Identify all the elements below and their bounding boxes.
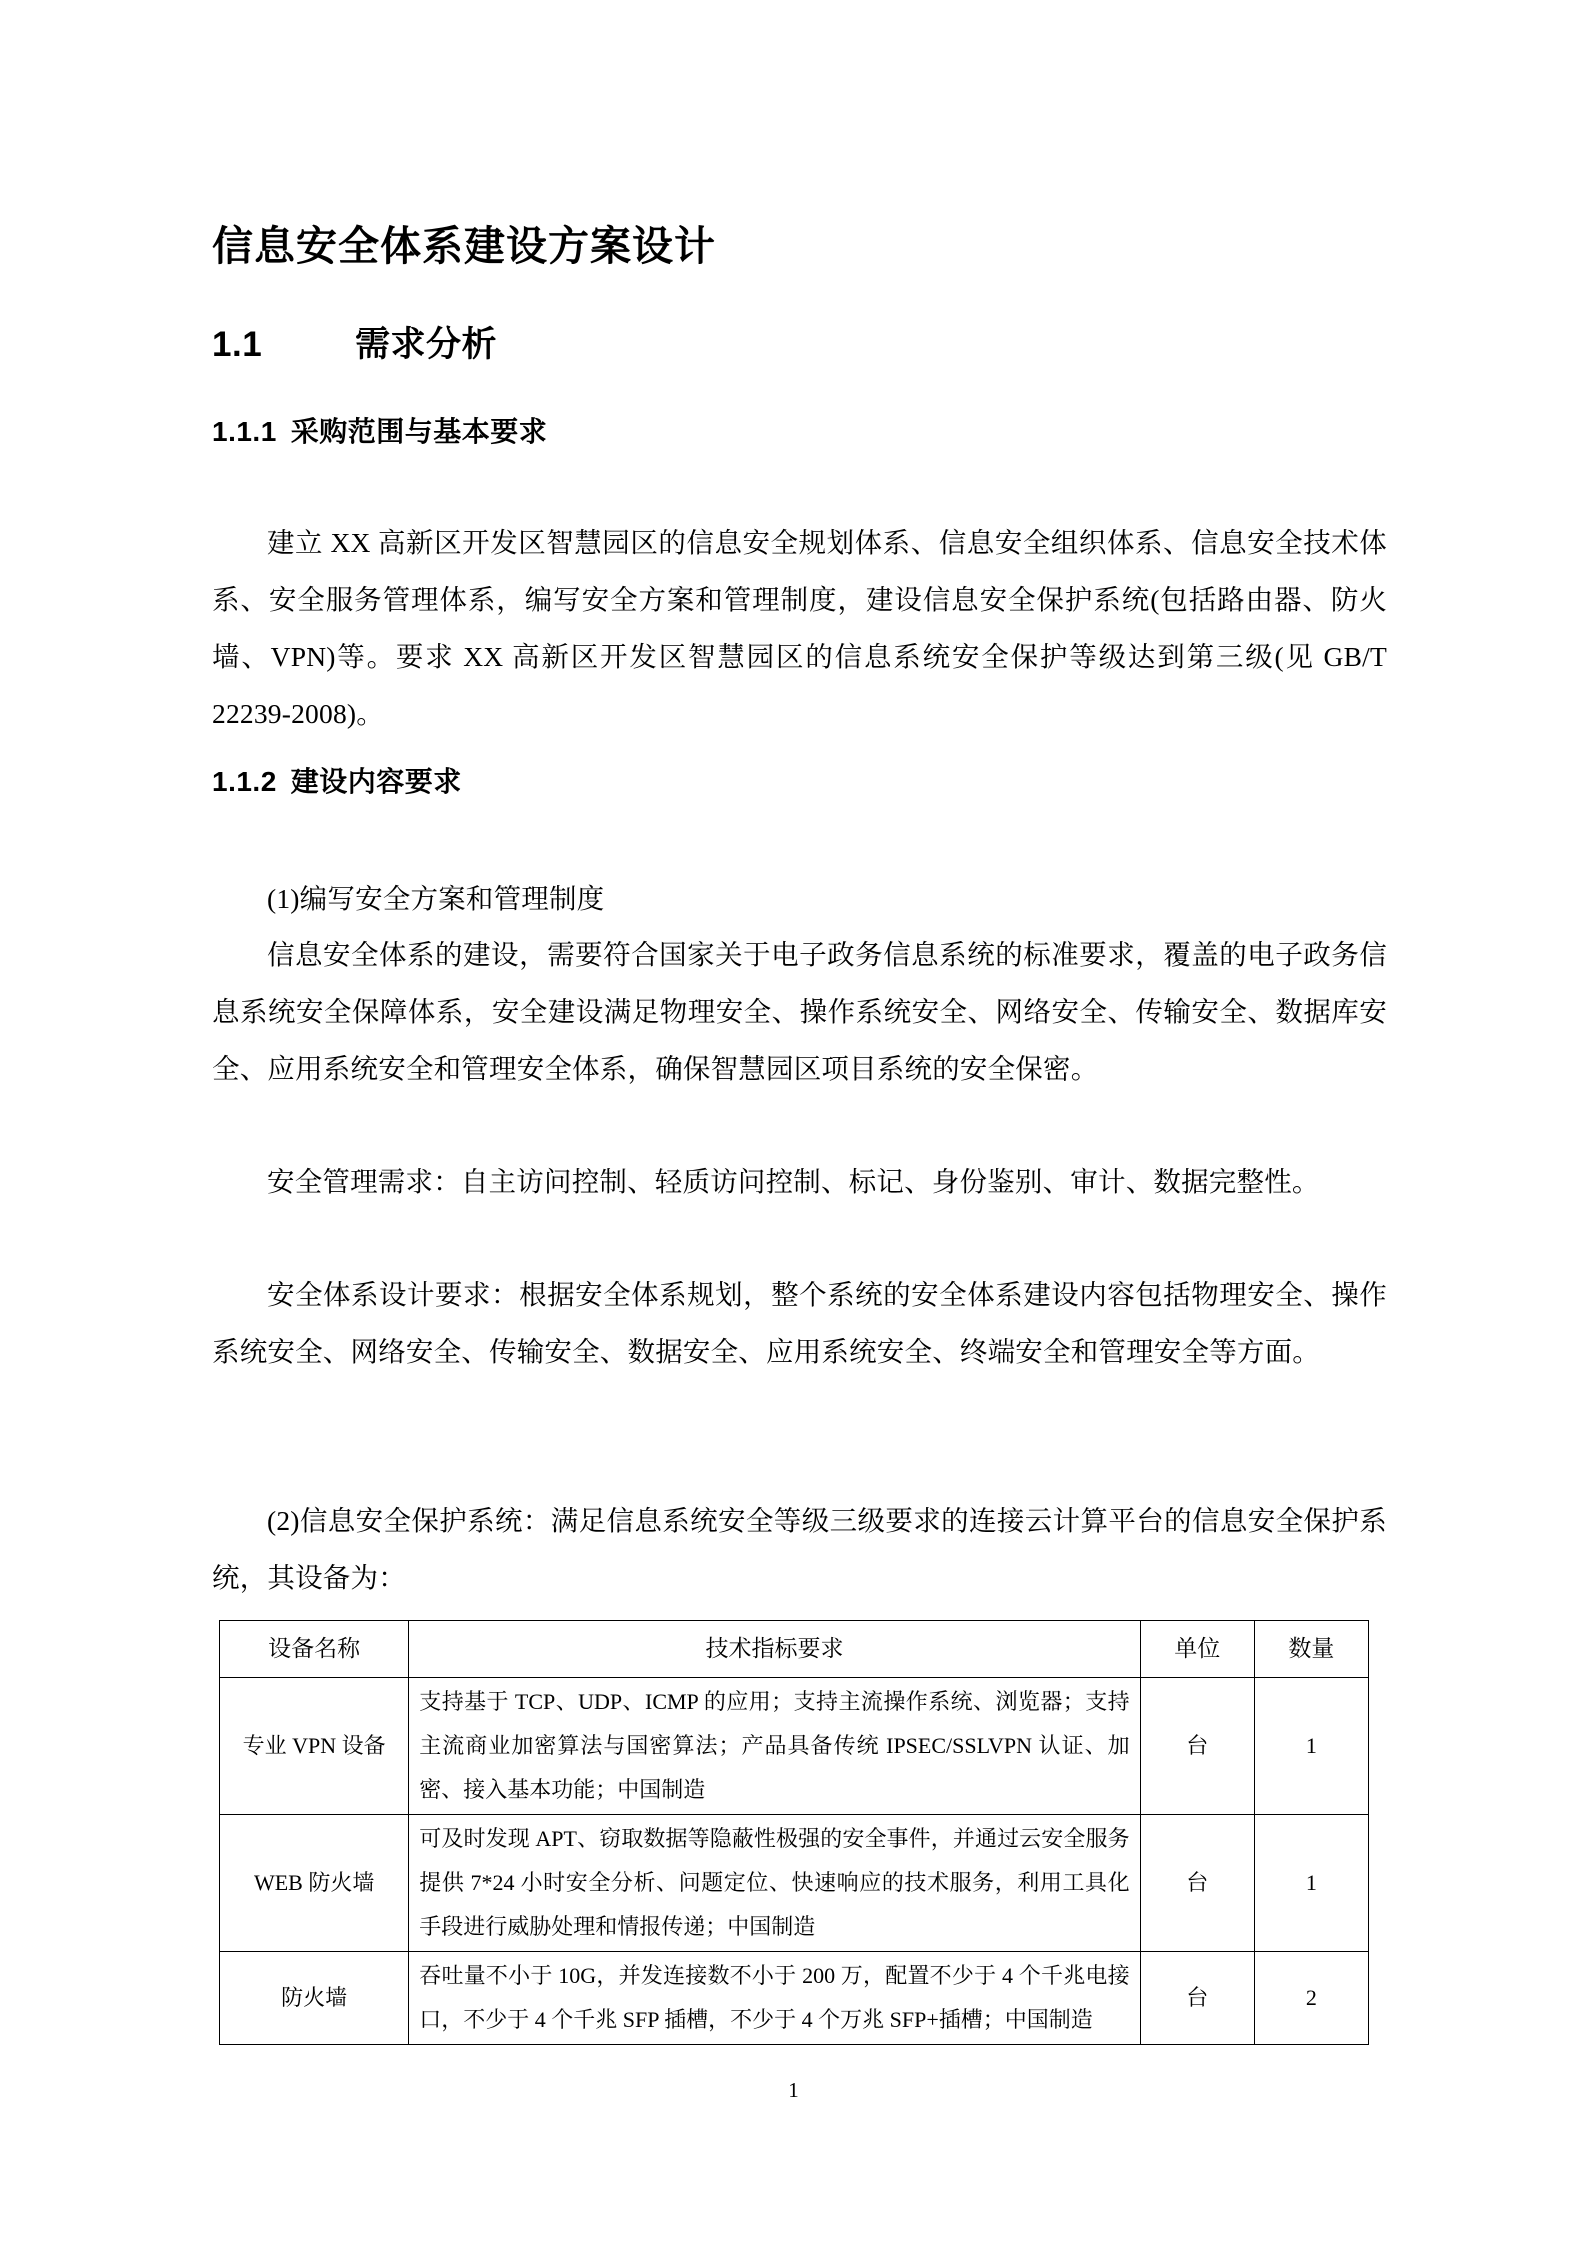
cell-device-unit: 台 <box>1140 1815 1254 1952</box>
cell-device-name: 专业 VPN 设备 <box>220 1678 409 1815</box>
cell-device-unit: 台 <box>1140 1952 1254 2045</box>
cell-device-name: WEB 防火墙 <box>220 1815 409 1952</box>
table-body <box>220 1678 1369 2045</box>
cell-device-name: 防火墙 <box>220 1952 409 2045</box>
heading-1-1-1-label: 采购范围与基本要求 <box>290 416 548 447</box>
paragraph-management-needs: 安全管理需求：自主访问控制、轻质访问控制、标记、身份鉴别、审计、数据完整性。 <box>267 1165 1320 1197</box>
cell-device-spec: 支持基于 TCP、UDP、ICMP 的应用；支持主流操作系统、浏览器；支持主流商业加密算法与国密算法；产品具备传统 IPSEC/SSLVPN 认证、加密、接入基本功能；中国制造 <box>409 1678 1140 1815</box>
cell-device-spec: 可及时发现 APT、窃取数据等隐蔽性极强的安全事件，并通过云安全服务提供 7*24 小时安全分析、问题定位、快速响应的技术服务，利用工具化手段进行威胁处理和情报传递；中国制造 <box>409 1815 1140 1952</box>
equipment-spec-table <box>219 1620 1369 2045</box>
paragraph-item-1: (1)编写安全方案和管理制度 <box>267 882 605 914</box>
cell-device-qty: 1 <box>1254 1678 1368 1815</box>
heading-1-1-1-number: 1.1.1 <box>212 416 277 447</box>
cell-device-spec: 吞吐量不小于 10G，并发连接数不小于 200 万，配置不少于 4 个千兆电接口，不少于 4 个千兆 SFP 插槽，不少于 4 个万兆 SFP+插槽；中国制造 <box>409 1952 1140 2045</box>
heading-1-1-label: 需求分析 <box>355 325 498 364</box>
paragraph-scope: 建立 XX 高新区开发区智慧园区的信息安全规划体系、信息安全组织体系、信息安全技术体系、安全服务管理体系，编写安全方案和管理制度，建设信息安全保护系统(包括路由器、防火墙、VPN)等。要求 XX 高新区开发区智慧园区的信息系统安全保护等级达到第三级(见 GB/T 22239-2008)。 <box>212 526 1387 729</box>
table-row <box>220 1952 1369 2045</box>
paragraph-item-2: (2)信息安全保护系统：满足信息系统安全等级三级要求的连接云计算平台的信息安全保护系统，其设备为： <box>212 1504 1387 1593</box>
cell-device-qty: 1 <box>1254 1815 1368 1952</box>
heading-1-1-number: 1.1 <box>212 325 263 364</box>
cell-device-qty: 2 <box>1254 1952 1368 2045</box>
paragraph-design-needs: 安全体系设计要求：根据安全体系规划，整个系统的安全体系建设内容包括物理安全、操作系统安全、网络安全、传输安全、数据安全、应用系统安全、终端安全和管理安全等方面。 <box>212 1278 1387 1367</box>
paragraph-system-standard: 信息安全体系的建设，需要符合国家关于电子政务信息系统的标准要求，覆盖的电子政务信息系统安全保障体系，安全建设满足物理安全、操作系统安全、网络安全、传输安全、数据库安全、应用系统安全和管理安全体系，确保智慧园区项目系统的安全保密。 <box>212 938 1387 1084</box>
cell-device-unit: 台 <box>1140 1678 1254 1815</box>
heading-1-1-1 <box>212 410 547 450</box>
page-number: 1 <box>788 2078 799 2102</box>
page-title: 信息安全体系建设方案设计 <box>212 223 716 269</box>
heading-1-1-2-number: 1.1.2 <box>212 766 277 797</box>
table-head <box>220 1621 1369 1678</box>
table-header-row <box>220 1621 1369 1678</box>
table-header-spec: 技术指标要求 <box>409 1621 1140 1678</box>
heading-1-1-2 <box>212 760 462 800</box>
table-header-unit: 单位 <box>1140 1621 1254 1678</box>
table-row <box>220 1815 1369 1952</box>
heading-1-1 <box>212 317 497 367</box>
table-row <box>220 1678 1369 1815</box>
table-header-name: 设备名称 <box>220 1621 409 1678</box>
table-header-qty: 数量 <box>1254 1621 1368 1678</box>
heading-1-1-2-label: 建设内容要求 <box>290 766 462 797</box>
